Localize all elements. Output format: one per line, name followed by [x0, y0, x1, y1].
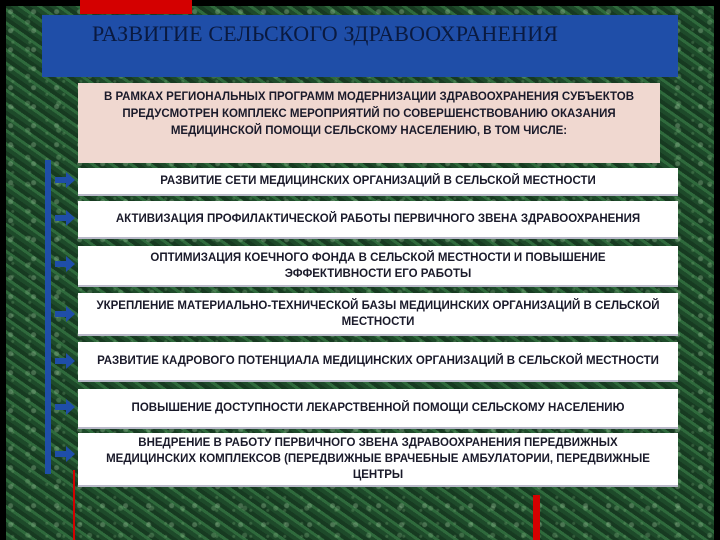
arrow-right-icon	[55, 172, 75, 188]
top-red-accent	[80, 0, 192, 14]
arrow-right-icon	[55, 306, 75, 322]
list-item	[78, 201, 678, 239]
slide-title: РАЗВИТИЕ СЕЛЬСКОГО ЗДРАВООХРАНЕНИЯ	[92, 21, 559, 46]
arrow-right-icon	[55, 256, 75, 272]
list-item	[78, 168, 678, 196]
title-bar	[42, 15, 678, 77]
arrow-right-icon	[55, 446, 75, 462]
arrow-right-icon	[55, 210, 75, 226]
list-item-text: РАЗВИТИЕ СЕТИ МЕДИЦИНСКИХ ОРГАНИЗАЦИЙ В СЕЛЬСКОЙ МЕСТНОСТИ	[160, 175, 596, 187]
list-item-text: ВНЕДРЕНИЕ В РАБОТУ ПЕРВИЧНОГО ЗВЕНА ЗДРАВООХРАНЕНИЯ ПЕРЕДВИЖНЫХ МЕДИЦИНСКИХ КОМПЛЕКСОВ (ПЕРЕДВИЖНЫЕ ВРАЧЕБНЫЕ АМБУЛАТОРИИ, ПЕРЕДВИЖНЫЕ ЦЕНТРЫ	[106, 437, 650, 481]
list-item	[78, 389, 678, 429]
list-item	[78, 293, 678, 336]
list-item	[78, 433, 678, 487]
list-item	[78, 246, 678, 287]
list-item-text: ОПТИМИЗАЦИЯ КОЕЧНОГО ФОНДА В СЕЛЬСКОЙ МЕСТНОСТИ И ПОВЫШЕНИЕ ЭФФЕКТИВНОСТИ ЕГО РАБОТЫ	[150, 251, 606, 280]
arrow-right-icon	[55, 353, 75, 369]
list-item-text: АКТИВИЗАЦИЯ ПРОФИЛАКТИЧЕСКОЙ РАБОТЫ ПЕРВИЧНОГО ЗВЕНА ЗДРАВООХРАНЕНИЯ	[115, 213, 641, 225]
arrow-right-icon	[55, 399, 75, 415]
list-item	[78, 342, 678, 382]
thin-red-line	[73, 470, 75, 540]
left-vertical-line	[45, 160, 51, 474]
bottom-red-accent	[533, 495, 540, 540]
intro-box	[78, 83, 660, 163]
list-item-text: РАЗВИТИЕ КАДРОВОГО ПОТЕНЦИАЛА МЕДИЦИНСКИХ ОРГАНИЗАЦИЙ В СЕЛЬСКОЙ МЕСТНОСТИ	[97, 355, 659, 367]
intro-text: В РАМКАХ РЕГИОНАЛЬНЫХ ПРОГРАММ МОДЕРНИЗАЦИИ ЗДРАВООХРАНЕНИЯ СУБЪЕКТОВ ПРЕДУСМОТРЕН КОМПЛЕКС МЕРОПРИЯТИЙ ПО СОВЕРШЕНСТВОВАНИЮ ОКАЗАНИЯ МЕДИЦИНСКОЙ ПОМОЩИ СЕЛЬСКОМУ НАСЕЛЕНИЮ, В ТОМ ЧИСЛЕ:	[103, 91, 635, 137]
list-item-text: УКРЕПЛЕНИЕ МАТЕРИАЛЬНО-ТЕХНИЧЕСКОЙ БАЗЫ МЕДИЦИНСКИХ ОРГАНИЗАЦИЙ В СЕЛЬСКОЙ МЕСТНОСТИ	[96, 299, 660, 328]
list-item-text: ПОВЫШЕНИЕ ДОСТУПНОСТИ ЛЕКАРСТВЕННОЙ ПОМОЩИ СЕЛЬСКОМУ НАСЕЛЕНИЮ	[131, 402, 625, 414]
